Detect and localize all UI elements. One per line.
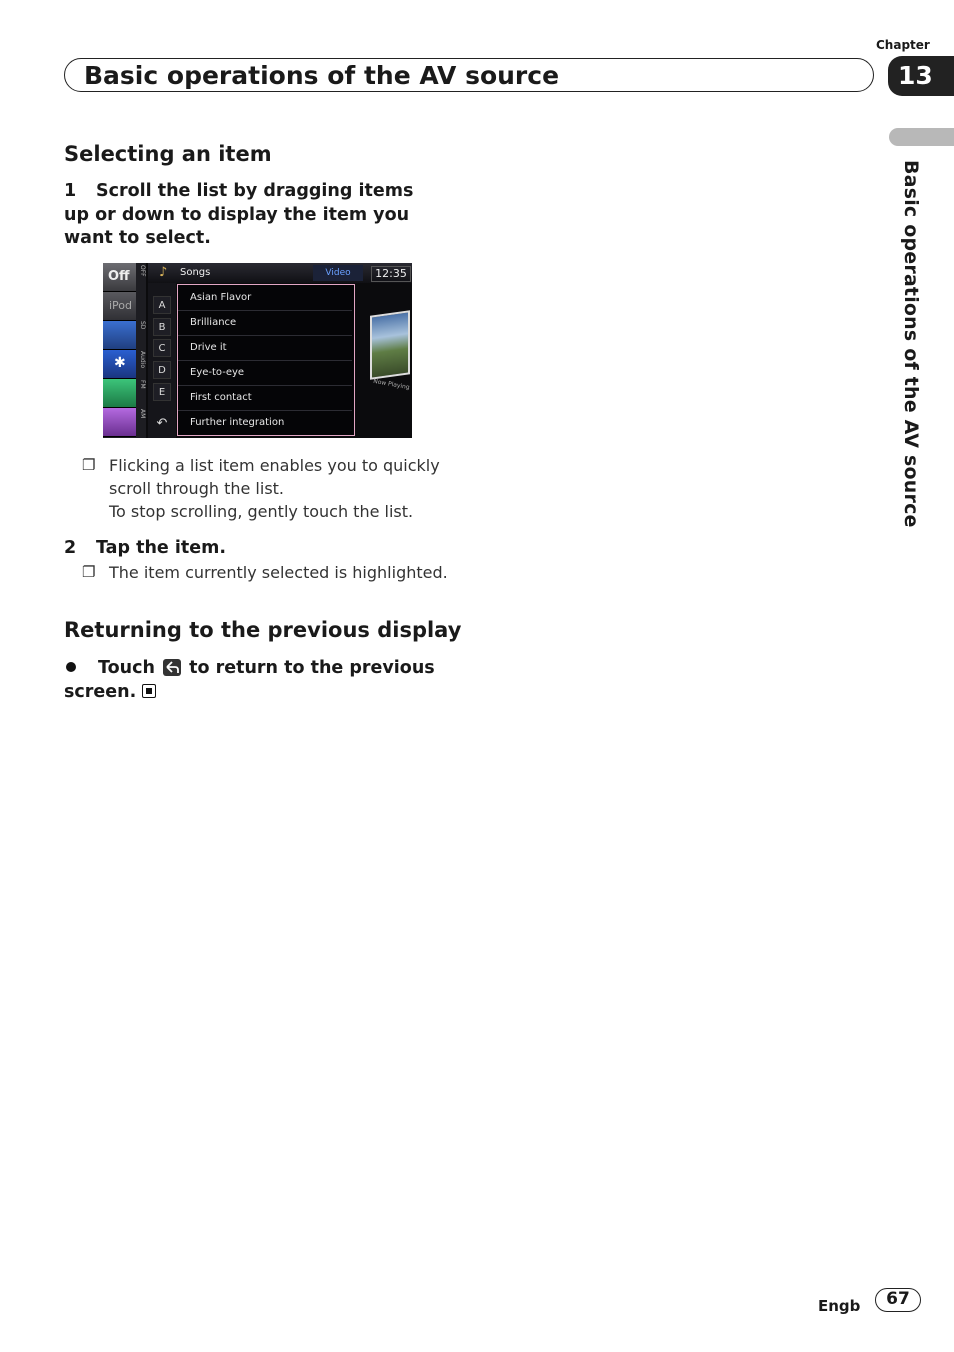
chapter-number: 13 [888, 56, 954, 96]
step-2 [64, 537, 226, 561]
video-tab: Video [313, 265, 363, 281]
alpha-c: C [153, 339, 171, 357]
alphabet-index [148, 283, 176, 438]
step-text-after: to return to the previous screen. [64, 658, 435, 702]
end-of-section-icon [142, 684, 156, 698]
note-text: The item currently selected is highlighted. [109, 563, 448, 582]
device-screen-image [103, 263, 412, 438]
back-arrow-icon: ↶ [156, 416, 168, 431]
list-item: Drive it [178, 335, 352, 361]
section-title-selecting: Selecting an item [64, 142, 272, 166]
source-label-audio: Audio [139, 351, 146, 369]
bluetooth-icon: ✱ [103, 350, 136, 379]
source-ipod-button [103, 292, 136, 321]
note-text: Flicking a list item enables you to quickly scroll through the list. [109, 456, 440, 498]
music-note-icon: ♪ [159, 265, 168, 280]
alpha-e: E [153, 383, 171, 401]
sd-icon [103, 321, 136, 350]
source-ipod-label: iPod [109, 299, 133, 312]
now-playing-label: Now Playing [372, 377, 411, 392]
side-tab-marker [889, 128, 954, 146]
bullet-step [64, 657, 444, 704]
list-item: Eye-to-eye [178, 360, 352, 386]
list-item: Asian Flavor [178, 285, 352, 311]
note-text: To stop scrolling, gently touch the list. [109, 502, 414, 521]
step-number: 2 [64, 538, 77, 558]
alpha-d: D [153, 361, 171, 379]
alpha-b: B [153, 318, 171, 336]
source-off-button [103, 263, 136, 292]
list-item: Further integration [190, 417, 285, 428]
page-title: Basic operations of the AV source [84, 61, 560, 90]
songs-label: Songs [180, 267, 211, 278]
section-title-returning: Returning to the previous display [64, 618, 462, 642]
bullet-icon [66, 662, 76, 672]
step-number: 1 [64, 181, 77, 201]
alpha-a: A [153, 296, 171, 314]
song-list [177, 284, 355, 436]
source-label-off: OFF [139, 265, 146, 277]
step-text: Tap the item. [96, 538, 227, 558]
back-button-icon [163, 659, 181, 676]
note-list [82, 561, 462, 584]
source-off-label: Off [108, 269, 130, 284]
checkbox-icon: ❐ [82, 456, 96, 474]
step-1 [64, 180, 444, 251]
chapter-label: Chapter [876, 38, 930, 52]
album-art-image [370, 310, 410, 380]
side-tab-title: Basic operations of the AV source [900, 160, 922, 528]
source-label-am: AM [139, 409, 146, 419]
note-list [82, 454, 452, 523]
page-number: 67 [875, 1288, 921, 1312]
source-label-fm: FM [139, 380, 146, 389]
list-item: First contact [178, 385, 352, 411]
media-icon [103, 408, 136, 437]
clock-display: 12:35 [371, 266, 411, 282]
source-column [103, 263, 146, 438]
list-item: Brilliance [178, 310, 352, 336]
checkbox-icon: ❐ [82, 563, 96, 581]
radio-icon [103, 379, 136, 408]
step-text-before: Touch [98, 658, 155, 678]
language-code: Engb [818, 1297, 861, 1315]
source-label-sd: SD [139, 321, 146, 330]
step-text: Scroll the list by dragging items up or down to display the item you want to select. [64, 181, 414, 248]
